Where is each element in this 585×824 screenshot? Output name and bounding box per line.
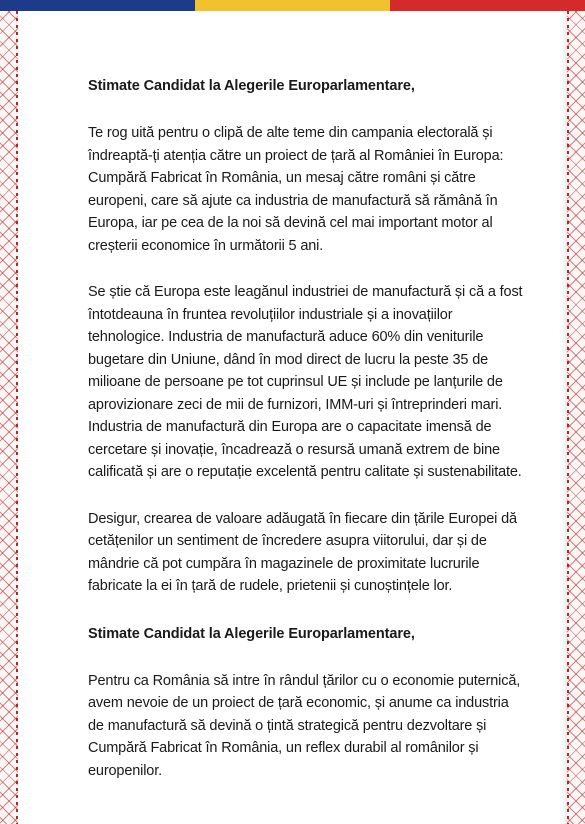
letter-paragraph-2: Se știe că Europa este leagănul industriei de manufactură și că a fost întotdeauna în fruntea revoluțiilor industriale și a inovațiilor tehnologice. Industria de manufactură aduce 60% din veniturile bugetare din Uniune, dând în mod direct de lucru la peste 35 de milioane de persoane pe tot cuprinsul UE și include pe lanțurile de aprovizionare zeci de mii de furnizori, IMM-uri și întreprinderi mari. Industria de manufactură din Europa are o capacitate imensă de cercetare și inovație, încadrează o resursă umană extrem de bine calificată și are o reputație excelentă pentru calitate și sustenabilitate. — [88, 284, 523, 480]
flag-stripe-yellow — [195, 0, 390, 11]
page-edge-shadow — [561, 11, 567, 824]
romanian-flag-bar — [0, 0, 585, 11]
embroidery-border-right — [567, 11, 585, 824]
letter-body — [88, 74, 528, 782]
embroidery-border-left — [0, 11, 18, 824]
flag-stripe-red — [390, 0, 585, 11]
letter-paragraph-1: Te rog uită pentru o clipă de alte teme din campania electorală și îndreaptă-ți atenția către un proiect de țară al României în Europa: Cumpără Fabricat în România, un mesaj către români și către europeni, care să ajute ca industria de manufactură să rămână în Europa, iar pe cea de la noi să devină cel mai important motor al creșterii economice în următorii 5 ani. — [88, 125, 504, 254]
salutation-heading-2: Stimate Candidat la Alegerile Europarlamentare, — [88, 625, 415, 642]
salutation-heading: Stimate Candidat la Alegerile Europarlamentare, — [88, 78, 415, 94]
letter-paragraph-4: Pentru ca România să intre în rândul țărilor cu o economie puternică, avem nevoie de un proiect de țară economic, și anume ca industria de manufactură să devină o țintă strategică pentru dezvoltare și Cumpără Fabricat în România, un reflex durabil al românilor și europenilor. — [88, 672, 521, 779]
flag-stripe-blue — [0, 0, 195, 11]
letter-paragraph-3: Desigur, crearea de valoare adăugată în fiecare din țările Europei dă cetățenilor un sentiment de încredere asupra viitorului, dar și de mândrie că pot cumpăra în magazinele de proximitate lucrurile fabricate la ei în țară de rudele, prietenii și cunoștințele lor. — [88, 510, 517, 594]
